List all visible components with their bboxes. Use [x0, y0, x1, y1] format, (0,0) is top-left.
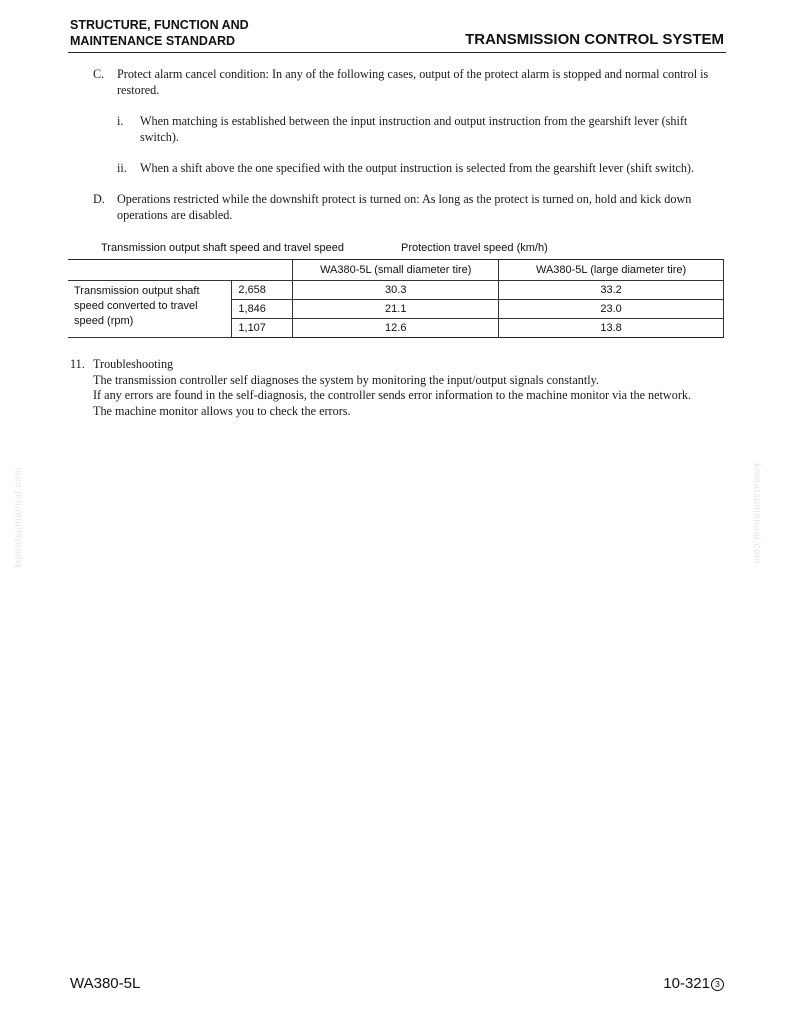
row-group-label: Transmission output shaft speed converted to travel speed (rpm) — [68, 281, 232, 338]
item-d — [93, 192, 725, 223]
item-c-label: C. — [93, 67, 105, 81]
rpm-cell: 1,107 — [232, 319, 293, 338]
watermark-right: komatsumanual.com — [750, 463, 762, 564]
large-tire-speed-cell: 23.0 — [499, 300, 724, 319]
rpm-cell: 2,658 — [232, 281, 293, 300]
large-tire-speed-cell: 33.2 — [499, 281, 724, 300]
watermark-left: komatsumanual.com — [12, 467, 24, 568]
rpm-cell: 1,846 — [232, 300, 293, 319]
item-c-text: Protect alarm cancel condition: In any of the following cases, output of the protect alarm is stopped and normal control is restored. — [117, 67, 709, 97]
footer-model: WA380-5L — [70, 975, 141, 992]
small-tire-speed-cell: 30.3 — [293, 281, 499, 300]
troubleshooting-line-3: The machine monitor allows you to check the errors. — [93, 403, 351, 418]
col-header-large-tire: WA380-5L (large diameter tire) — [499, 260, 724, 281]
item-c-i-text: When matching is established between the input instruction and output instruction from the gearshift lever (shift switch). — [140, 114, 688, 144]
section-heading — [70, 17, 249, 49]
small-tire-speed-cell: 21.1 — [293, 300, 499, 319]
item-c — [93, 67, 725, 98]
troubleshooting-title: Troubleshooting — [93, 357, 174, 371]
protection-speed-table — [68, 259, 724, 338]
troubleshooting-line-2: If any errors are found in the self-diagnosis, the controller sends error information to the machine monitor via the network. — [93, 388, 692, 402]
item-c-i-label: i. — [117, 114, 124, 128]
page-number: 10-321 — [663, 975, 710, 992]
troubleshooting-section — [70, 357, 730, 419]
large-tire-speed-cell: 13.8 — [499, 319, 724, 338]
page-title: TRANSMISSION CONTROL SYSTEM — [465, 31, 724, 48]
troubleshooting-number: 11. — [70, 357, 85, 371]
item-d-text: Operations restricted while the downshift protect is turned on: As long as the protect is turned on, hold and kick down operations are disabled. — [117, 192, 692, 222]
section-heading-line-2: MAINTENANCE STANDARD — [70, 34, 236, 48]
table-row — [68, 281, 724, 300]
item-c-i — [117, 114, 725, 145]
item-c-ii-label: ii. — [117, 161, 127, 175]
small-tire-speed-cell: 12.6 — [293, 319, 499, 338]
revision-badge: 3 — [711, 978, 724, 991]
item-c-ii-text: When a shift above the one specified with the output instruction is selected from the gearshift lever (shift switch). — [140, 161, 695, 175]
table-caption-left: Transmission output shaft speed and travel speed — [101, 242, 344, 254]
table-header-row — [68, 260, 724, 281]
col-header-small-tire: WA380-5L (small diameter tire) — [293, 260, 499, 281]
troubleshooting-line-1: The transmission controller self diagnoses the system by monitoring the input/output signals constantly. — [93, 372, 599, 387]
header-divider — [68, 52, 726, 53]
item-c-ii — [117, 161, 731, 177]
item-d-label: D. — [93, 192, 105, 206]
table-header-blank — [68, 260, 293, 281]
footer-page — [663, 975, 724, 992]
table-caption-right: Protection travel speed (km/h) — [401, 242, 548, 254]
section-heading-line-1: STRUCTURE, FUNCTION AND — [70, 18, 249, 32]
